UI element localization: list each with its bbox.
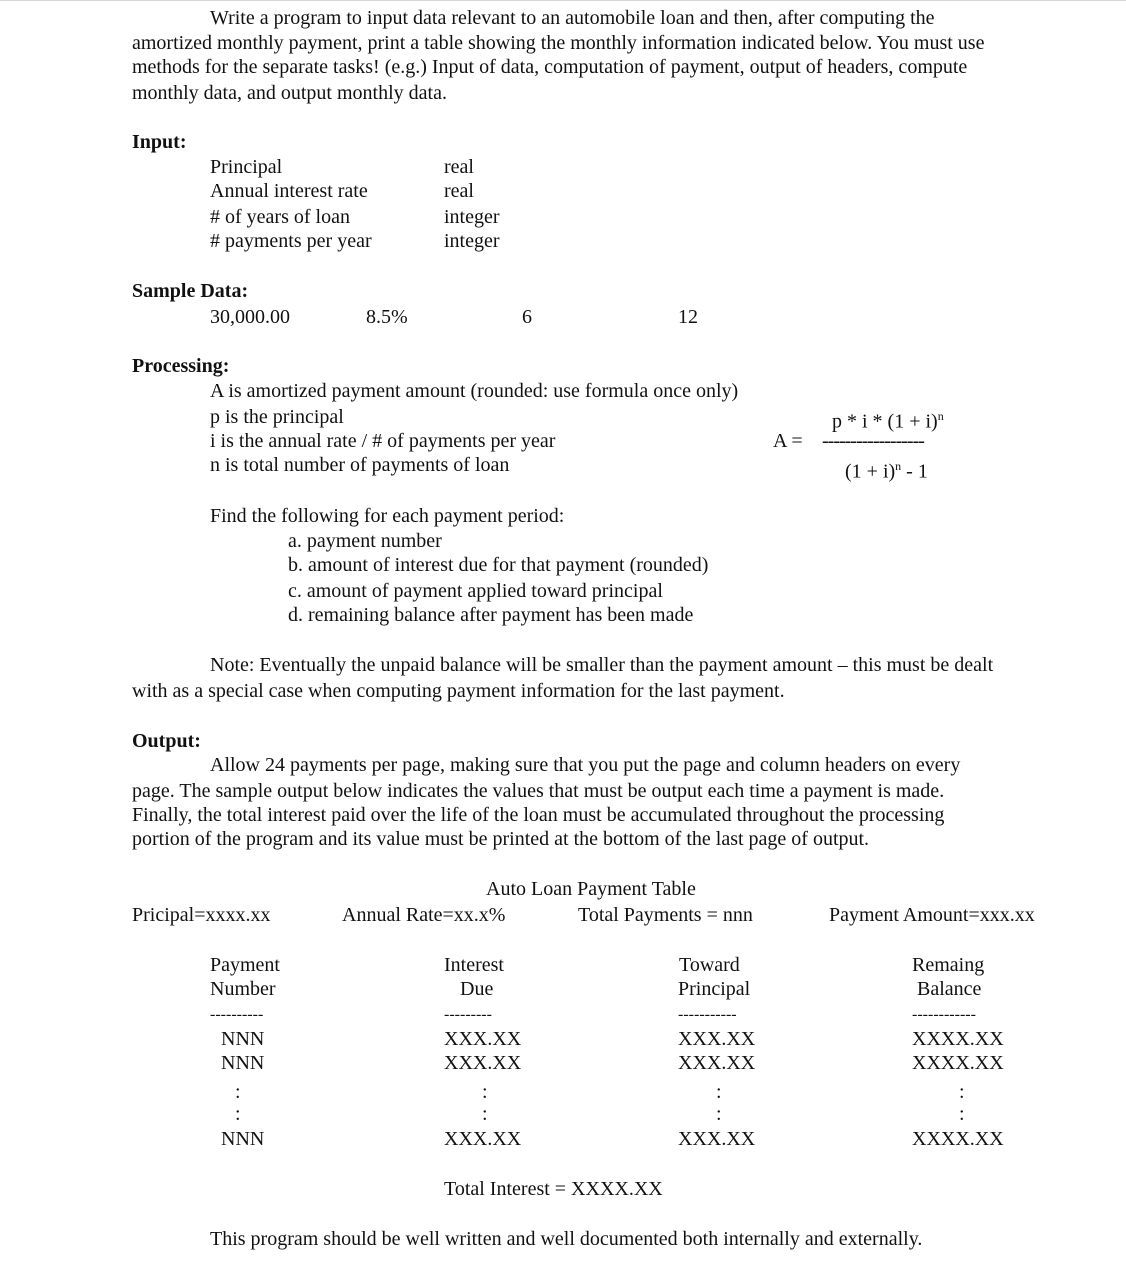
ellipsis: : [482,1103,488,1125]
input-type: real [444,156,474,178]
summary-total-payments: Total Payments = nnn [578,904,753,926]
note-line-1: Note: Eventually the unpaid balance will be smaller than the payment amount – this must be dealt [210,654,994,676]
row1-interest: XXX.XX [444,1028,522,1050]
note-line-2: with as a special case when computing payment information for the last payment. [132,680,785,702]
closing-line: This program should be well written and well documented both internally and externally. [210,1228,923,1250]
processing-line: n is total number of payments of loan [210,454,510,476]
col-header-interest: Interest [444,954,504,976]
formula-divider: ------------------ [822,430,924,452]
input-name: # of years of loan [210,206,350,228]
ellipsis: : [959,1081,965,1103]
col-dashes: ---------- [210,1006,264,1023]
row2-number: NNN [221,1052,265,1074]
sample-years: 6 [522,306,532,328]
ellipsis: : [482,1081,488,1103]
col-header-due: Due [460,978,494,1000]
ellipsis: : [235,1103,241,1125]
row2-balance: XXXX.XX [912,1052,1004,1074]
output-line: page. The sample output below indicates the values that must be output each time a payment is made. [132,780,945,802]
input-name: # payments per year [210,230,372,252]
input-type: integer [444,230,500,252]
processing-line: p is the principal [210,406,344,428]
processing-line: i is the annual rate / # of payments per year [210,430,556,452]
input-name: Principal [210,156,283,178]
sample-heading: Sample Data: [132,280,249,302]
top-border [0,0,1126,1]
col-header-number: Number [210,978,276,1000]
ellipsis: : [716,1103,722,1125]
find-item: c. amount of payment applied toward principal [288,580,663,602]
summary-payment-amount: Payment Amount=xxx.xx [829,904,1035,926]
input-heading: Input: [132,131,187,153]
total-interest: Total Interest = XXXX.XX [444,1178,663,1200]
sample-payments: 12 [678,306,698,328]
sample-rate: 8.5% [366,306,408,328]
col-header-toward: Toward [679,954,740,976]
intro-line-1: Write a program to input data relevant to an automobile loan and then, after computing the [210,7,935,29]
row1-balance: XXXX.XX [912,1028,1004,1050]
formula-lhs: A = [773,430,803,452]
find-item: d. remaining balance after payment has been made [288,604,694,626]
ellipsis: : [235,1081,241,1103]
output-heading: Output: [132,730,201,752]
output-line: Finally, the total interest paid over the life of the loan must be accumulated throughout the processing [132,804,945,826]
find-intro: Find the following for each payment period: [210,505,565,527]
formula-numerator: $p * i * (1 + i)^n$ [832,409,944,433]
col-dashes: --------- [444,1006,492,1023]
input-type: integer [444,206,500,228]
col-header-balance: Balance [917,978,982,1000]
last-row-interest: XXX.XX [444,1128,522,1150]
col-dashes: ------------ [912,1006,976,1023]
output-line: portion of the program and its value must be printed at the bottom of the last page of output. [132,828,870,850]
row2-interest: XXX.XX [444,1052,522,1074]
last-row-number: NNN [221,1128,265,1150]
summary-principal: Pricipal=xxxx.xx [132,904,271,926]
col-header-remaing: Remaing [912,954,985,976]
processing-line: A is amortized payment amount (rounded: use formula once only) [210,380,739,402]
row2-principal: XXX.XX [678,1052,756,1074]
intro-line-4: monthly data, and output monthly data. [132,82,447,104]
row1-principal: XXX.XX [678,1028,756,1050]
sample-principal: 30,000.00 [210,306,290,328]
row1-number: NNN [221,1028,265,1050]
col-dashes: ----------- [678,1006,737,1023]
input-name: Annual interest rate [210,180,368,202]
output-line: Allow 24 payments per page, making sure that you put the page and column headers on every [210,754,961,776]
col-header-payment: Payment [210,954,280,976]
formula-denominator: $(1 + i)^n - 1$ [845,459,928,483]
col-header-principal: Principal [678,978,751,1000]
input-type: real [444,180,474,202]
summary-rate: Annual Rate=xx.x% [342,904,506,926]
last-row-balance: XXXX.XX [912,1128,1004,1150]
table-title: Auto Loan Payment Table [486,878,696,900]
ellipsis: : [959,1103,965,1125]
intro-line-2: amortized monthly payment, print a table showing the monthly information indicated below. You must use [132,32,985,54]
intro-line-3: methods for the separate tasks! (e.g.) Input of data, computation of payment, output of headers, compute [132,56,968,78]
last-row-principal: XXX.XX [678,1128,756,1150]
find-item: b. amount of interest due for that payment (rounded) [288,554,709,576]
find-item: a. payment number [288,530,442,552]
ellipsis: : [716,1081,722,1103]
processing-heading: Processing: [132,355,230,377]
